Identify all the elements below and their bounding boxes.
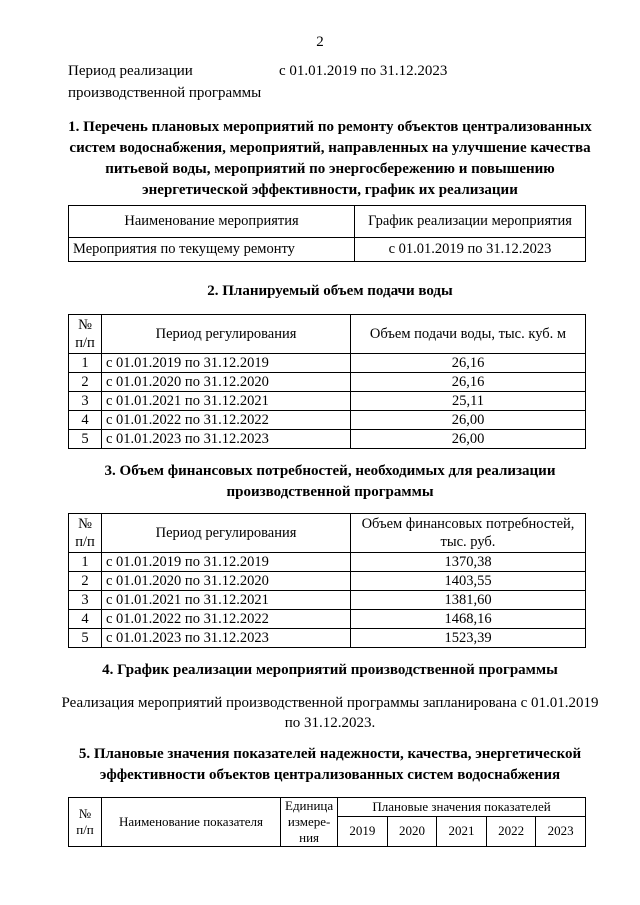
row-number: 2 <box>69 373 102 392</box>
table-row <box>69 629 586 648</box>
table-row <box>69 610 586 629</box>
financial-needs-table <box>68 513 586 648</box>
table-row <box>69 430 586 449</box>
water-volume-table <box>68 314 586 449</box>
row-number: 1 <box>69 354 102 373</box>
period-value: с 01.01.2019 по 31.12.2023 <box>279 63 448 79</box>
header-planned-values: Плановые значения показателей <box>338 798 586 817</box>
indicators-table <box>68 797 586 847</box>
row-value: 1468,16 <box>351 610 586 629</box>
row-period: с 01.01.2020 по 31.12.2020 <box>102 572 351 591</box>
section2-heading: 2. Планируемый объем подачи воды <box>207 283 453 299</box>
row-value: 26,00 <box>351 411 586 430</box>
table-row <box>69 392 586 411</box>
section4-text: Реализация мероприятий производственной программы запланирована с 01.01.2019 по 31.12.2023. <box>61 695 599 731</box>
row-value: 25,11 <box>351 392 586 411</box>
row-number: 3 <box>69 591 102 610</box>
event-name: Мероприятия по текущему ремонту <box>69 238 355 262</box>
header-year: 2020 <box>387 816 437 846</box>
header-year: 2023 <box>536 816 586 846</box>
row-number: 4 <box>69 610 102 629</box>
table-header-row <box>69 798 586 817</box>
header-year: 2019 <box>338 816 388 846</box>
row-period: с 01.01.2023 по 31.12.2023 <box>102 430 351 449</box>
header-number: № п/п <box>69 315 102 354</box>
header-number: № п/п <box>69 514 102 553</box>
row-period: с 01.01.2022 по 31.12.2022 <box>102 411 351 430</box>
section1-heading: 1. Перечень плановых мероприятий по ремонту объектов централизованных систем водоснабжения, мероприятий, направленных на улучшение качества питьевой воды, мероприятий по энергосбережению и повышению энергетической эффективности, график их реализации <box>68 119 592 198</box>
row-number: 1 <box>69 553 102 572</box>
row-number: 4 <box>69 411 102 430</box>
header-year: 2021 <box>437 816 487 846</box>
events-table <box>68 205 586 262</box>
header-event-name: Наименование мероприятия <box>69 206 355 238</box>
row-value: 1381,60 <box>351 591 586 610</box>
section4-heading: 4. График реализации мероприятий производственной программы <box>102 662 558 678</box>
row-number: 3 <box>69 392 102 411</box>
table-row <box>69 553 586 572</box>
table-row <box>69 373 586 392</box>
row-value: 1523,39 <box>351 629 586 648</box>
row-value: 26,16 <box>351 373 586 392</box>
header-period: Период регулирования <box>102 315 351 354</box>
table-row <box>69 238 586 262</box>
period-label: Период реализации производственной программы <box>68 63 262 101</box>
row-period: с 01.01.2021 по 31.12.2021 <box>102 392 351 411</box>
header-year: 2022 <box>486 816 536 846</box>
row-period: с 01.01.2021 по 31.12.2021 <box>102 591 351 610</box>
header-financial-needs: Объем финансовых потребностей, тыс. руб. <box>351 514 586 553</box>
row-value: 26,16 <box>351 354 586 373</box>
row-number: 5 <box>69 430 102 449</box>
row-value: 1370,38 <box>351 553 586 572</box>
header-number: № п/п <box>69 798 102 847</box>
header-indicator-name: Наименование показателя <box>102 798 281 847</box>
table-header-row <box>69 514 586 553</box>
header-period: Период регулирования <box>102 514 351 553</box>
row-period: с 01.01.2020 по 31.12.2020 <box>102 373 351 392</box>
event-schedule: с 01.01.2019 по 31.12.2023 <box>355 238 586 262</box>
table-header-row <box>69 206 586 238</box>
row-value: 26,00 <box>351 430 586 449</box>
header-water-volume: Объем подачи воды, тыс. куб. м <box>351 315 586 354</box>
row-period: с 01.01.2023 по 31.12.2023 <box>102 629 351 648</box>
row-period: с 01.01.2019 по 31.12.2019 <box>102 354 351 373</box>
table-row <box>69 572 586 591</box>
page-number: 2 <box>316 34 324 50</box>
table-row <box>69 411 586 430</box>
section3-heading: 3. Объем финансовых потребностей, необходимых для реализации производственной программы <box>104 463 556 500</box>
table-header-row <box>69 315 586 354</box>
table-row <box>69 591 586 610</box>
row-number: 5 <box>69 629 102 648</box>
row-value: 1403,55 <box>351 572 586 591</box>
row-number: 2 <box>69 572 102 591</box>
row-period: с 01.01.2019 по 31.12.2019 <box>102 553 351 572</box>
header-unit: Единица измере-ния <box>281 798 338 847</box>
row-period: с 01.01.2022 по 31.12.2022 <box>102 610 351 629</box>
section5-heading: 5. Плановые значения показателей надежности, качества, энергетической эффективности объектов централизованных систем водоснабжения <box>78 746 582 783</box>
header-event-schedule: График реализации мероприятия <box>355 206 586 238</box>
table-row <box>69 354 586 373</box>
